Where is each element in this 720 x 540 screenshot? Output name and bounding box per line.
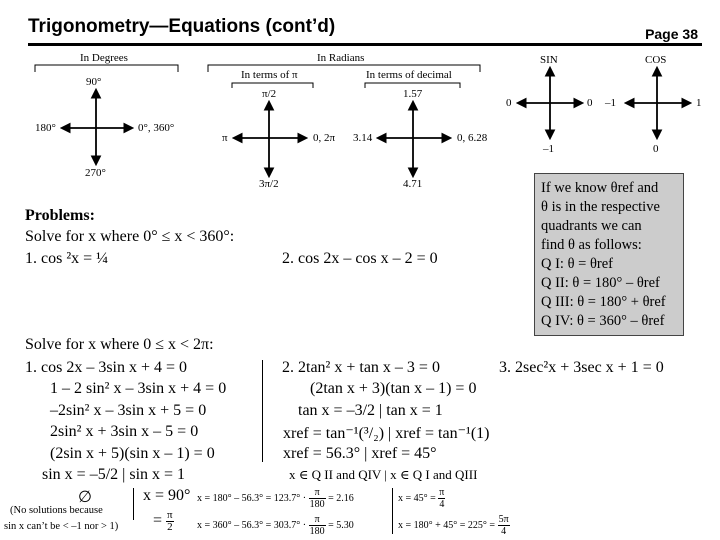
infobox-line: Q III: θ = 180° + θref	[541, 294, 666, 310]
5pi-over-4-fraction: $\frac{5\pi}{4}$	[498, 514, 509, 537]
decimal-right-label: 0, 6.28	[457, 132, 488, 144]
pi-over-4-fraction: $\frac{\pi}{4}$	[439, 487, 445, 510]
solve-radians-instruction: Solve for x where 0 ≤ x < 2π:	[25, 336, 214, 353]
degrees-heading: In Degrees	[80, 52, 128, 64]
empty-set-symbol: ∅	[78, 489, 92, 506]
page-number: Page 38	[645, 26, 698, 42]
decimal-left-label: 3.14	[353, 132, 373, 144]
sin-right-label: 0	[587, 97, 593, 109]
pi-left-label: π	[222, 132, 228, 144]
pi-over-2-fraction: $\frac{\pi}{2}$	[167, 509, 173, 533]
col3-line: 3. 2sec²x + 3sec x + 1 = 0	[499, 359, 664, 376]
col2-line: (2tan x + 3)(tan x – 1) = 0	[310, 380, 477, 397]
calc-q3-line: x = 180° + 45° = 225° = $\frac{5\pi}{4}$	[398, 514, 509, 537]
pi-bottom-label: 3π/2	[259, 178, 279, 190]
pi-top-label: π/2	[262, 88, 277, 100]
solve-degrees-instruction: Solve for x where 0° ≤ x < 360°:	[25, 228, 235, 245]
calc-q4-line: x = 360° – 56.3° = 303.7° · $\frac{\pi}{180}$ = 5.30	[197, 514, 354, 537]
pi-over-180-fraction: $\frac{\pi}{180}$	[309, 514, 325, 537]
col2-line: x ∈ Q II and QIV | x ∈ Q I and QIII	[289, 467, 478, 482]
decimal-heading: In terms of decimal	[366, 69, 452, 81]
decimal-top-label: 1.57	[403, 88, 423, 100]
reference-angle-infobox	[534, 173, 684, 336]
col1-line: 1 – 2 sin² x – 3sin x + 4 = 0	[50, 380, 227, 397]
x-pi-over-2	[153, 510, 174, 533]
calc-q2-line: x = 180° – 56.3° = 123.7° · $\frac{\pi}{180}$ = 2.16	[197, 487, 354, 510]
infobox-line: θ is in the respective	[541, 199, 660, 215]
sin-bottom-label: –1	[543, 143, 554, 155]
pi-heading: In terms of π	[241, 69, 298, 81]
pi-over-180-fraction: $\frac{\pi}{180}$	[309, 487, 325, 510]
cos-right-label: 1	[696, 97, 702, 109]
cos-left-label: –1	[605, 97, 616, 109]
col1-line: 2sin² x + 3sin x – 5 = 0	[50, 423, 199, 440]
page-title: Trigonometry—Equations (cont’d)	[28, 16, 336, 37]
column-divider	[262, 360, 263, 462]
pi-right-label: 0, 2π	[313, 132, 336, 144]
infobox-line: find θ as follows:	[541, 237, 642, 253]
cos-bottom-label: 0	[653, 143, 659, 155]
degrees-bottom-label: 270°	[85, 167, 106, 179]
col1-line: sin x = –5/2 | sin x = 1	[42, 466, 186, 483]
infobox-line: Q II: θ = 180° – θref	[541, 275, 660, 291]
calc-q1-line: x = 45° = $\frac{\pi}{4}$	[398, 487, 445, 510]
degrees-left-label: 180°	[35, 122, 56, 134]
solution-divider	[133, 488, 134, 520]
no-solution-note: (No solutions because	[10, 505, 103, 516]
col2-line: tan x = –3/2 | tan x = 1	[298, 402, 443, 419]
col2-line: xref = tan⁻¹(³/₂) | xref = tan⁻¹(1)	[283, 425, 490, 442]
cos-heading: COS	[645, 54, 667, 66]
infobox-line: If we know θref and	[541, 180, 659, 196]
col2-line: 2. 2tan² x + tan x – 3 = 0	[282, 359, 440, 376]
radians-heading: In Radians	[317, 52, 365, 64]
problem-2-degrees: 2. cos 2x – cos x – 2 = 0	[282, 250, 438, 267]
no-solution-note: sin x can’t be < –1 nor > 1)	[4, 521, 119, 532]
col1-line: 1. cos 2x – 3sin x + 4 = 0	[25, 359, 188, 376]
degrees-right-label: 0°, 360°	[138, 122, 175, 134]
x-90-degrees: x = 90°	[143, 487, 191, 504]
sin-heading: SIN	[540, 54, 558, 66]
calc-divider	[392, 488, 393, 534]
problems-heading: Problems:	[25, 207, 95, 224]
problem-1-degrees: 1. cos ²x = ¼	[25, 250, 109, 267]
col2-line: xref = 56.3° | xref = 45°	[283, 445, 437, 462]
infobox-line: Q I: θ = θref	[541, 256, 613, 272]
col1-line: (2sin x + 5)(sin x – 1) = 0	[50, 445, 215, 462]
decimal-bottom-label: 4.71	[403, 178, 423, 190]
degrees-top-label: 90°	[86, 76, 102, 88]
infobox-line: quadrants we can	[541, 218, 642, 234]
degrees-bracket	[35, 65, 178, 72]
col1-line: –2sin² x – 3sin x + 5 = 0	[50, 402, 207, 419]
infobox-line: Q IV: θ = 360° – θref	[541, 313, 665, 329]
sin-left-label: 0	[506, 97, 512, 109]
equals-sign: =	[153, 512, 163, 530]
